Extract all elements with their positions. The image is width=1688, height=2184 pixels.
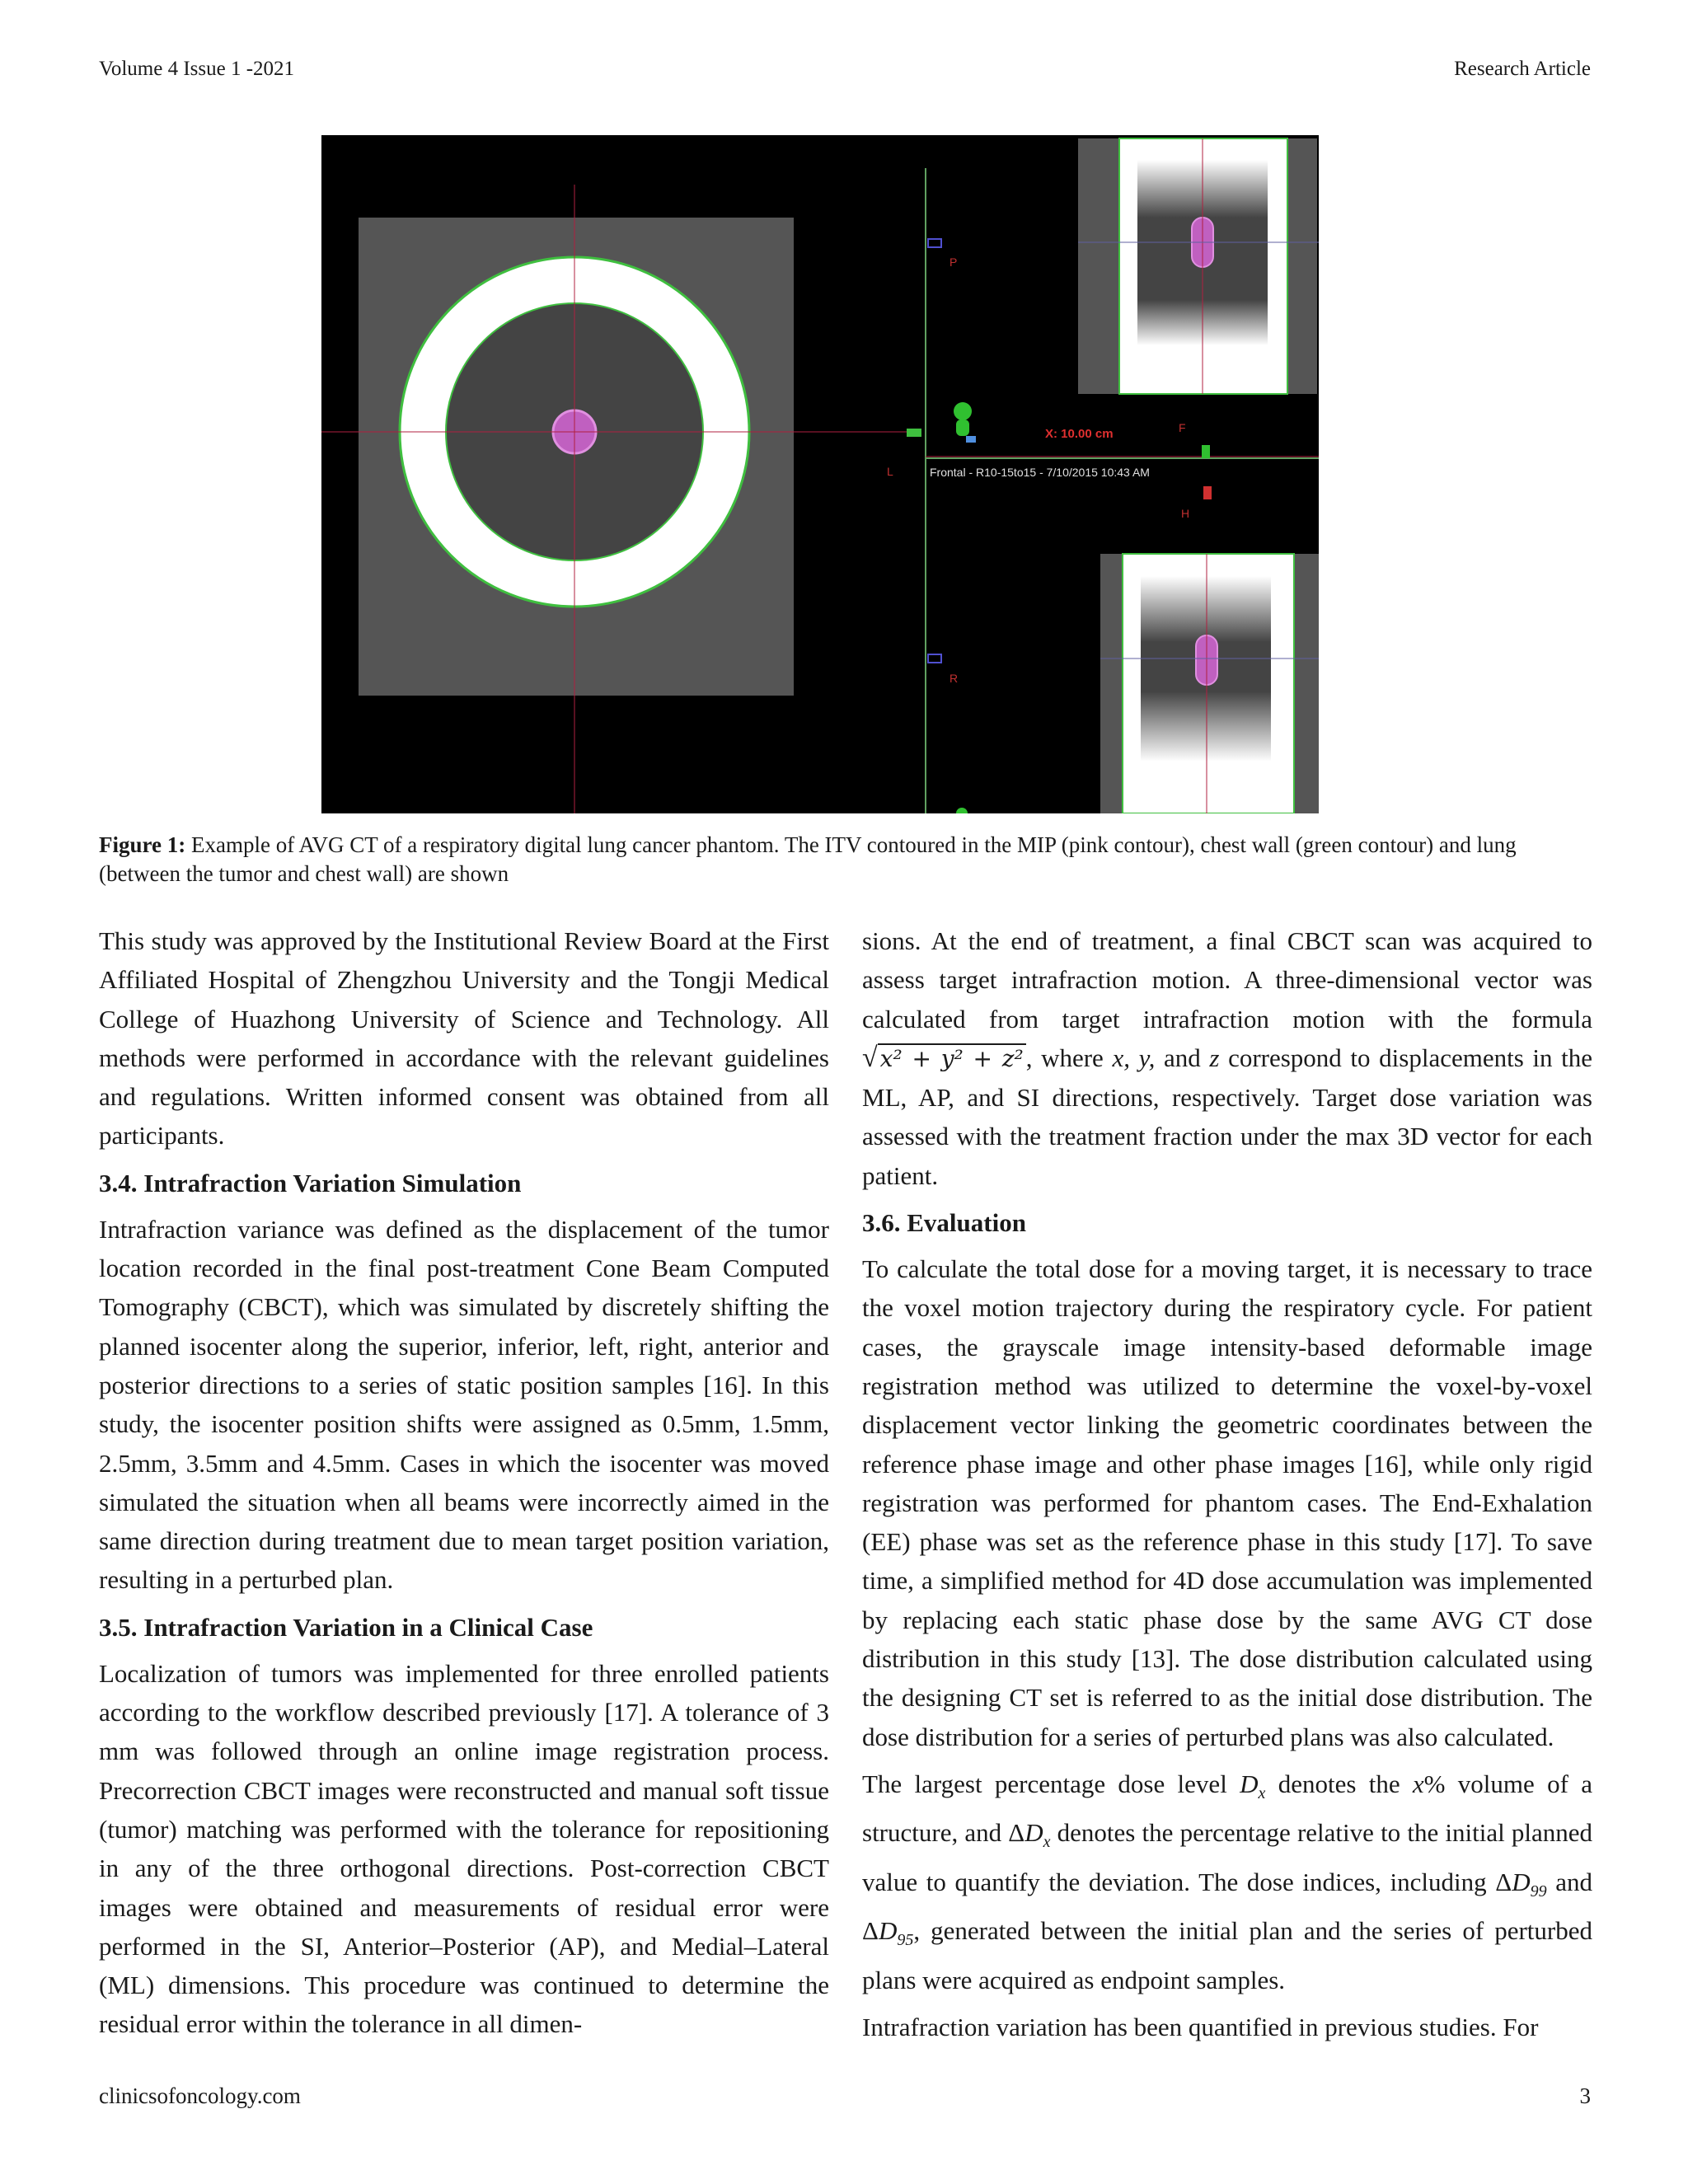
section-heading-3-5: 3.5. Intrafraction Variation in a Clinical Case <box>99 1612 593 1642</box>
overlay-view-label: Frontal - R10-15to15 - 7/10/2015 10:43 AM <box>930 466 1150 479</box>
caption-label: Figure 1: <box>99 832 186 857</box>
marker-l: L <box>887 465 893 478</box>
paragraph-intrafraction-simulation: Intrafraction variance was defined as the displacement of the tumor location recorded in the final post-treatment Cone Beam Computed Tomography (CBCT), which was simulated by discretely shifting the planned isocenter along the superior, inferior, left, right, anterior and posterior directions to a series of static position samples [16]. In this study, the isocenter position shifts were assigned as 0.5mm, 1.5mm, 2.5mm, 3.5mm and 4.5mm. Cases in which the isocenter was moved simulated the situation when all beams were incorrectly aimed in the same direction during treatment due to mean target position variation, resulting in a perturbed plan. <box>99 1214 829 1595</box>
vector-formula: √ x² + y² + z² <box>862 1043 1026 1072</box>
paragraph-intrafraction-quantified: Intrafraction variation has been quantified in previous studies. For <box>862 2013 1539 2042</box>
page-number: 3 <box>1579 2083 1591 2108</box>
section-heading-3-6: 3.6. Evaluation <box>862 1208 1026 1238</box>
footer-site-link[interactable]: clinicsofoncology.com <box>99 2083 301 2108</box>
orientation-figure-icon <box>954 402 972 420</box>
right-column <box>862 921 1592 2055</box>
frontal-view-top <box>1078 138 1319 394</box>
paragraph-ethics: This study was approved by the Institutional Review Board at the First Affiliated Hospital of Zhengzhou University and the Tongji Medical College of Huazhong University of Science and Technology. All methods were performed in accordance with the relevant guidelines and regulations. Written informed consent was obtained from all participants. <box>99 926 829 1151</box>
paragraph-evaluation: To calculate the total dose for a moving target, it is necessary to trace the voxel motion trajectory during the respiratory cycle. For patient cases, the grayscale image intensity-based deformable image registration method was utilized to determine the voxel-by-voxel displacement vector linking the geometric coordinates between the reference phase image and other phase images [16], while only rigid registration was performed for phantom cases. The End-Exhalation (EE) phase was set as the reference phase in this study [17]. To save time, a simplified method for 4D dose accumulation was implemented by replacing each static phase dose by the same AVG CT dose distribution in this study [13]. The dose distribution calculated using the designing CT set is referred to as the initial dose distribution. The dose distribution for a series of perturbed plans was also calculated. <box>862 1254 1592 1751</box>
marker-h: H <box>1181 507 1190 520</box>
paragraph-clinical-case: Localization of tumors was implemented for three enrolled patients according to the workflow described previously [17]. A tolerance of 3 mm was followed through an online image registration process. Precorrection CBCT images were reconstructed and manual soft tissue (tumor) matching was performed with the tolerance for repositioning in any of the three orthogonal directions. Post-correction CBCT images were obtained and measurements of residual error were performed in the SI, Anterior–Posterior (AP), and Medial–Lateral (ML) dimensions. This procedure was continued to determine the residual error within the tolerance in all dimen- <box>99 1658 829 2039</box>
overlay-x-label: X: 10.00 cm <box>1045 427 1114 441</box>
left-column <box>99 921 829 2052</box>
article-type: Research Article <box>1454 58 1591 80</box>
frontal-view-bottom <box>1100 554 1319 813</box>
marker-f: F <box>1179 421 1186 434</box>
marker-r: R <box>950 672 959 685</box>
paragraph-dose-level: The largest percentage dose level $D_x$ denotes the x% volume of a structure, and $\Delta D_x$ denotes the percentage relative to the initial planned value to quantify the deviation. The dose indices, including $\Delta D_{99}$ and $\Delta D_{95}$, generated between the initial plan and the series of perturbed plans were acquired as endpoint samples. <box>862 1769 1592 1994</box>
page-header <box>99 58 1591 86</box>
section-heading-3-4: 3.4. Intrafraction Variation Simulation <box>99 1168 522 1197</box>
journal-volume: Volume 4 Issue 1 -2021 <box>99 58 295 80</box>
figure-caption <box>99 831 1591 888</box>
paragraph-cbct-vector: sions. At the end of treatment, a final CBCT scan was acquired to assess target intrafraction motion. A three-dimensional vector was calculated from target intrafraction motion with the formula √ x² + y² + z², where x, y, and z correspond to displacements in the ML, AP, and SI directions, respectively. Target dose variation was assessed with the treatment fraction under the max 3D vector for each patient. <box>862 926 1592 1190</box>
marker-p: P <box>950 255 958 269</box>
figure-1-image <box>321 135 1319 813</box>
caption-text: Example of AVG CT of a respiratory digital lung cancer phantom. The ITV contoured in the MIP (pink contour), chest wall (green contour) and lung (between the tumor and chest wall) are shown <box>99 832 1517 886</box>
